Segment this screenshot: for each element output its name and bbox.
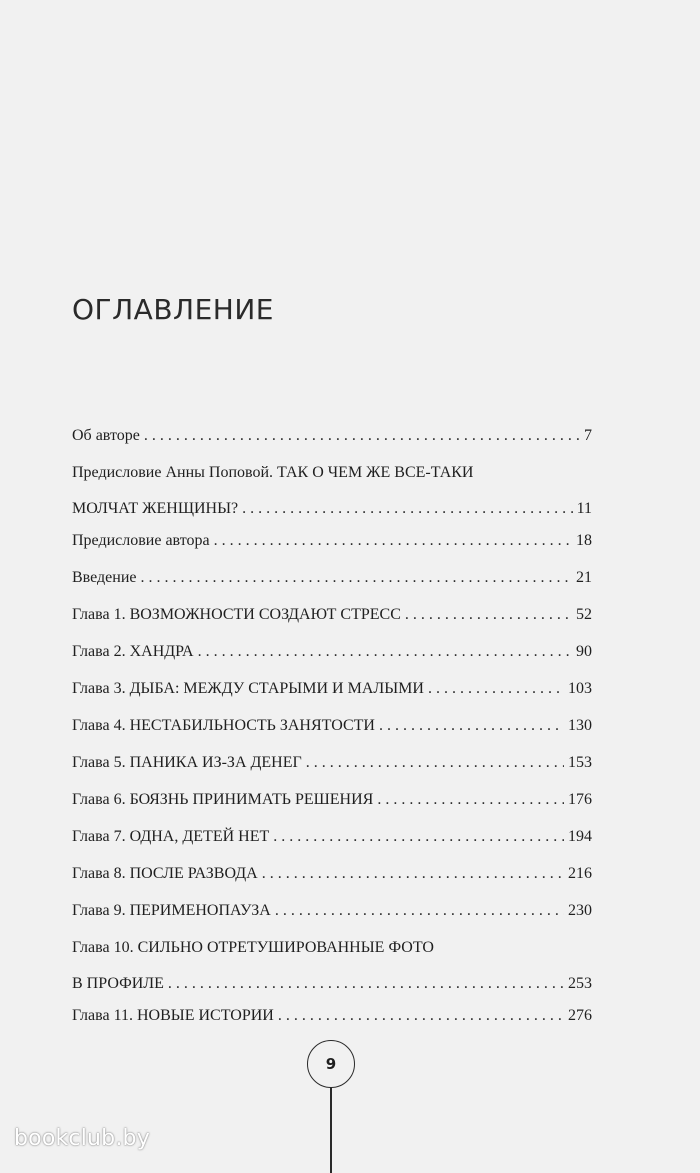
dot-leader [306,752,564,774]
toc-entry-title: Глава 2. ХАНДРА [72,643,194,660]
toc-entry-page: 130 [568,717,592,734]
dot-leader [428,678,564,700]
toc-entry-introduction [72,567,592,589]
toc-entry-title: Глава 8. ПОСЛЕ РАЗВОДА [72,865,258,882]
toc-entry-chapter-5 [72,752,592,774]
dot-leader [278,1005,564,1027]
toc-entry-author-preface [72,530,592,552]
toc-entry-page: 176 [568,791,592,808]
toc-entry-page: 52 [576,606,592,623]
dot-leader [273,826,564,848]
toc-entry-chapter-11 [72,1005,592,1027]
dot-leader [198,641,572,663]
toc-entry-title: Глава 7. ОДНА, ДЕТЕЙ НЕТ [72,828,270,845]
page-number-line [330,1087,332,1173]
dot-leader [405,604,572,626]
toc-entry-title: Глава 4. НЕСТАБИЛЬНОСТЬ ЗАНЯТОСТИ [72,717,375,734]
toc-entry-page: 276 [568,1007,592,1024]
toc-entry-title-continued: МОЛЧАТ ЖЕНЩИНЫ? [72,500,239,517]
toc-entry-title: Глава 11. НОВЫЕ ИСТОРИИ [72,1007,274,1024]
page-number-badge: 9 [307,1040,355,1088]
toc-entry-title: Глава 5. ПАНИКА ИЗ-ЗА ДЕНЕГ [72,754,302,771]
toc-entry-title: Об авторе [72,427,140,444]
toc-entry-chapter-4 [72,715,592,737]
toc-entry-title: Глава 9. ПЕРИМЕНОПАУЗА [72,902,271,919]
dot-leader [144,425,580,447]
dot-leader [377,789,564,811]
toc-entry-page: 230 [568,902,592,919]
toc-entry-page: 90 [576,643,592,660]
dot-leader [168,973,564,995]
toc-entry-chapter-7 [72,826,592,848]
toc-entry-preface-popova [72,462,592,520]
toc-entry-chapter-3 [72,678,592,700]
toc-entry-chapter-9 [72,900,592,922]
toc-entry-page: 103 [568,680,592,697]
toc-entry-chapter-6 [72,789,592,811]
dot-leader [242,498,572,520]
toc-entry-title: Введение [72,569,137,586]
toc-entry-page: 216 [568,865,592,882]
toc-entry-page: 11 [576,500,592,517]
toc-entry-title: Предисловие автора [72,532,210,549]
toc-entry-page: 194 [568,828,592,845]
watermark-text: bookclub.by [14,1126,150,1151]
toc-entry-page: 153 [568,754,592,771]
toc-entry-title: Глава 6. БОЯЗНЬ ПРИНИМАТЬ РЕШЕНИЯ [72,791,374,808]
toc-entry-about-author [72,425,592,447]
toc-entry-chapter-1 [72,604,592,626]
toc-entry-chapter-10 [72,937,592,995]
toc-entry-page: 7 [584,427,592,444]
toc-entry-page: 18 [576,532,592,549]
dot-leader [275,900,564,922]
dot-leader [262,863,564,885]
toc-entry-page: 21 [576,569,592,586]
toc-entry-chapter-2 [72,641,592,663]
toc-entry-title: Предисловие Анны Поповой. ТАК О ЧЕМ ЖЕ ВСЕ-ТАКИ [72,464,474,481]
toc-entry-page: 253 [568,975,592,992]
dot-leader [379,715,564,737]
table-of-contents [72,425,592,1042]
dot-leader [141,567,573,589]
toc-entry-chapter-8 [72,863,592,885]
toc-entry-title: Глава 10. СИЛЬНО ОТРЕТУШИРОВАННЫЕ ФОТО [72,939,434,956]
toc-entry-title: Глава 3. ДЫБА: МЕЖДУ СТАРЫМИ И МАЛЫМИ [72,680,424,697]
toc-entry-title-continued: В ПРОФИЛЕ [72,975,164,992]
dot-leader [214,530,572,552]
page-title: ОГЛАВЛЕНИЕ [72,293,274,326]
toc-entry-title: Глава 1. ВОЗМОЖНОСТИ СОЗДАЮТ СТРЕСС [72,606,401,623]
